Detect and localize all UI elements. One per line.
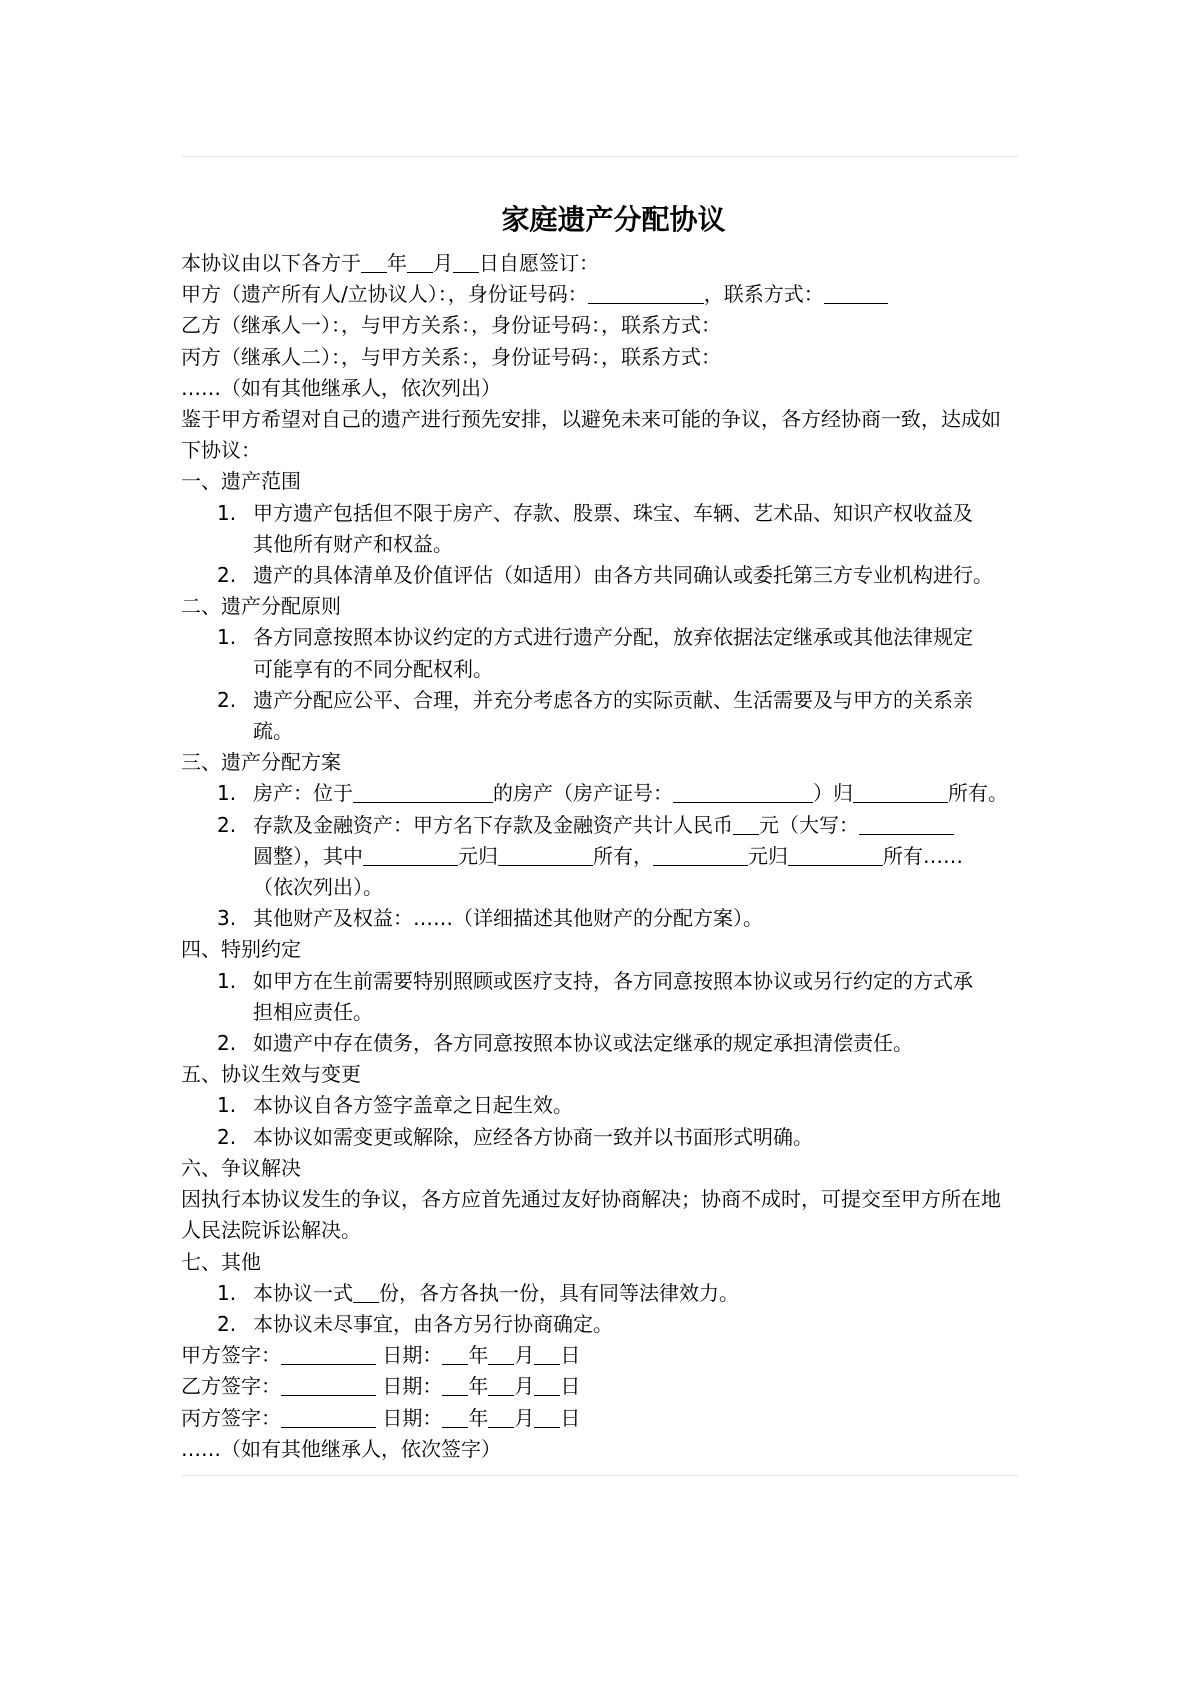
- day-blank[interactable]: [453, 250, 479, 273]
- year-blank[interactable]: [361, 250, 387, 273]
- section-heading-5: 五、协议生效与变更: [181, 1062, 361, 1087]
- section-heading-3: 三、遗产分配方案: [181, 750, 341, 775]
- document-title: 家庭遗产分配协议: [501, 203, 726, 236]
- list-item: [181, 498, 1026, 560]
- month-blank[interactable]: [488, 1342, 514, 1365]
- text-fragment: 所有。: [948, 781, 1008, 806]
- signature-blank[interactable]: [281, 1373, 376, 1396]
- day-label: 日: [560, 1374, 581, 1399]
- party-c-line: 丙方（继承人二）：，与甲方关系：，身份证号码：，联系方式：: [181, 344, 721, 369]
- intro-tail: 日自愿签订：: [479, 251, 599, 275]
- day-blank[interactable]: [534, 1342, 560, 1365]
- month-blank[interactable]: [488, 1373, 514, 1396]
- property-owner-blank[interactable]: [853, 780, 948, 803]
- item-number: 2.: [217, 812, 237, 837]
- text-fragment: 元归: [748, 843, 788, 868]
- item-number: 1.: [217, 625, 237, 650]
- item-number: 1.: [217, 1280, 237, 1305]
- intro-text: 本协议由以下各方于: [181, 251, 361, 275]
- item-text: 如甲方在生前需要特别照顾或医疗支持，各方同意按照本协议或另行约定的方式承 担相应责任。: [253, 968, 973, 1024]
- year-label: 年: [468, 1374, 489, 1399]
- signature-line-c: [181, 1403, 1026, 1434]
- year-blank[interactable]: [442, 1405, 468, 1428]
- month-label: 月: [433, 251, 453, 275]
- heir-2-blank[interactable]: [788, 843, 883, 866]
- section-heading-2: 二、遗产分配原则: [181, 594, 341, 619]
- list-item: [181, 1028, 1026, 1059]
- month-label: 月: [514, 1374, 535, 1399]
- item-text: 本协议自各方签字盖章之日起生效。: [253, 1093, 573, 1118]
- amount-blank[interactable]: [733, 812, 759, 835]
- text-fragment: 元归: [458, 843, 498, 868]
- item-text: [253, 1278, 1026, 1309]
- more-heirs-line: ……（如有其他继承人，依次列出）: [181, 375, 501, 400]
- document-body: [181, 198, 1026, 1465]
- text-fragment: 元（大写：: [759, 812, 859, 837]
- item-number: 2.: [217, 563, 237, 588]
- text-fragment: 所有……: [883, 843, 963, 868]
- amount-words-blank[interactable]: [859, 812, 954, 835]
- item-text: [253, 778, 1026, 809]
- party-a-line: [181, 279, 1026, 310]
- day-blank[interactable]: [534, 1373, 560, 1396]
- year-blank[interactable]: [442, 1373, 468, 1396]
- item-text: [253, 810, 1026, 904]
- party-a-id-blank[interactable]: [588, 281, 704, 304]
- text-fragment: 房产：位于: [253, 781, 353, 806]
- text-fragment: 所有，: [593, 843, 653, 868]
- list-item: [181, 810, 1026, 904]
- item-text: 甲方遗产包括但不限于房产、存款、股票、珠宝、车辆、艺术品、知识产权收益及 其他所有财产和权益。: [253, 500, 973, 556]
- text-fragment: 存款及金融资产：甲方名下存款及金融资产共计人民币: [253, 812, 733, 837]
- list-item: [181, 903, 1026, 934]
- list-item: [181, 1278, 1026, 1309]
- property-location-blank[interactable]: [353, 780, 493, 803]
- intro-line: [181, 248, 1026, 279]
- signature-line-a: [181, 1340, 1026, 1371]
- party-a-label: 甲方（遗产所有人/立协议人）：，身份证号码：: [181, 282, 588, 307]
- item-text: 各方同意按照本协议约定的方式进行遗产分配，放弃依据法定继承或其他法律规定 可能享有的不同分配权利。: [253, 625, 973, 681]
- day-label: 日: [560, 1343, 581, 1368]
- list-item: [181, 966, 1026, 1028]
- text-fragment: 本协议一式: [253, 1280, 353, 1305]
- property-cert-blank[interactable]: [673, 780, 813, 803]
- section-heading-6: 六、争议解决: [181, 1155, 301, 1180]
- party-b-line: 乙方（继承人一）：，与甲方关系：，身份证号码：，联系方式：: [181, 313, 721, 338]
- section-heading-1: 一、遗产范围: [181, 469, 301, 494]
- amount-2-blank[interactable]: [653, 843, 748, 866]
- list-item: [181, 778, 1026, 809]
- top-divider: [181, 156, 1019, 157]
- list-item: [181, 1090, 1026, 1121]
- year-label: 年: [468, 1343, 489, 1368]
- item-number: 1.: [217, 781, 237, 806]
- heir-1-blank[interactable]: [498, 843, 593, 866]
- list-item: [181, 1309, 1026, 1340]
- month-label: 月: [514, 1343, 535, 1368]
- preamble: 鉴于甲方希望对自己的遗产进行预先安排，以避免未来可能的争议，各方经协商一致，达成如下协议：: [181, 407, 1001, 463]
- copies-blank[interactable]: [353, 1280, 379, 1303]
- list-item: [181, 560, 1026, 591]
- text-fragment: （依次列出）。: [253, 875, 383, 900]
- date-label: 日期：: [382, 1343, 443, 1368]
- date-label: 日期：: [382, 1405, 443, 1430]
- bottom-divider: [181, 1475, 1019, 1476]
- list-item: [181, 1122, 1026, 1153]
- text-fragment: 份，各方各执一份，具有同等法律效力。: [379, 1280, 739, 1305]
- item-number: 1.: [217, 968, 237, 993]
- item-text: 遗产的具体清单及价值评估（如适用）由各方共同确认或委托第三方专业机构进行。: [253, 563, 993, 588]
- party-a-contact-label: ，联系方式：: [703, 282, 824, 307]
- item-number: 1.: [217, 500, 237, 525]
- amount-1-blank[interactable]: [363, 843, 458, 866]
- item-number: 2.: [217, 1124, 237, 1149]
- item-number: 3.: [217, 906, 237, 931]
- item-text: 如遗产中存在债务，各方同意按照本协议或法定继承的规定承担清偿责任。: [253, 1031, 913, 1056]
- item-text: 本协议如需变更或解除，应经各方协商一致并以书面形式明确。: [253, 1124, 813, 1149]
- party-a-contact-blank[interactable]: [824, 281, 888, 304]
- signature-label: 乙方签字：: [181, 1374, 281, 1399]
- dispute-text: 因执行本协议发生的争议，各方应首先通过友好协商解决；协商不成时，可提交至甲方所在地人民法院诉讼解决。: [181, 1187, 1001, 1243]
- day-label: 日: [560, 1405, 581, 1430]
- item-text: 遗产分配应公平、合理，并充分考虑各方的实际贡献、生活需要及与甲方的关系亲 疏。: [253, 687, 973, 744]
- year-label: 年: [387, 251, 407, 275]
- text-fragment: 的房产（房产证号：: [493, 781, 673, 806]
- month-blank[interactable]: [488, 1405, 514, 1428]
- list-item: [181, 685, 1026, 747]
- month-label: 月: [514, 1405, 535, 1430]
- section-heading-4: 四、特别约定: [181, 937, 301, 962]
- signature-line-b: [181, 1371, 1026, 1402]
- year-label: 年: [468, 1405, 489, 1430]
- signature-label: 丙方签字：: [181, 1405, 281, 1430]
- day-blank[interactable]: [534, 1405, 560, 1428]
- signature-label: 甲方签字：: [181, 1343, 281, 1368]
- section-heading-7: 七、其他: [181, 1249, 261, 1274]
- item-text: 其他财产及权益：……（详细描述其他财产的分配方案）。: [253, 906, 763, 931]
- signature-blank[interactable]: [281, 1405, 376, 1428]
- item-number: 2.: [217, 1031, 237, 1056]
- signature-blank[interactable]: [281, 1342, 376, 1365]
- more-signatures-line: ……（如有其他继承人，依次签字）: [181, 1436, 501, 1461]
- year-blank[interactable]: [442, 1342, 468, 1365]
- item-number: 2.: [217, 1311, 237, 1336]
- item-number: 1.: [217, 1093, 237, 1118]
- text-fragment: 圆整），其中: [253, 843, 363, 868]
- month-blank[interactable]: [407, 250, 433, 273]
- list-item: [181, 622, 1026, 684]
- text-fragment: ）归: [813, 781, 853, 806]
- item-number: 2.: [217, 687, 237, 712]
- date-label: 日期：: [382, 1374, 443, 1399]
- item-text: 本协议未尽事宜，由各方另行协商确定。: [253, 1311, 613, 1336]
